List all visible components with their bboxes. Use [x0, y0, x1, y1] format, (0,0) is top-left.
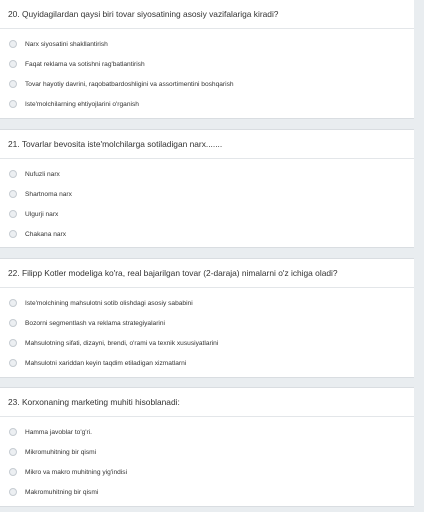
answer-label: Ulgurji narx: [25, 211, 59, 218]
answer-label: Hamma javoblar to'g'ri.: [25, 429, 93, 436]
radio-button[interactable]: [9, 339, 17, 347]
answer-option[interactable]: [0, 35, 414, 55]
question-divider: [0, 416, 414, 417]
question-divider: [0, 28, 414, 29]
answer-label: Iste'molchining mahsulotni sotib olishdagi asosiy sababini: [25, 300, 193, 307]
answer-label: Narx siyosatini shakllantirish: [25, 41, 108, 48]
answer-option[interactable]: [0, 463, 414, 483]
answer-option[interactable]: [0, 294, 414, 314]
radio-button[interactable]: [9, 230, 17, 238]
answer-label: Chakana narx: [25, 231, 67, 238]
radio-button[interactable]: [9, 299, 17, 307]
radio-button[interactable]: [9, 210, 17, 218]
answer-option[interactable]: [0, 205, 414, 225]
answer-option[interactable]: [0, 334, 414, 354]
radio-button[interactable]: [9, 40, 17, 48]
answer-label: Mikro va makro muhitning yig'indisi: [25, 469, 128, 476]
question-divider: [0, 287, 414, 288]
answer-option[interactable]: [0, 443, 414, 463]
answer-label: Iste'molchilarning ehtiyojlarini o'rganish: [25, 101, 139, 108]
radio-button[interactable]: [9, 448, 17, 456]
answer-label: Makromuhitning bir qismi: [25, 489, 99, 496]
question-title: 20. Quyidagilardan qaysi biri tovar siyosatining asosiy vazifalariga kiradi?: [8, 9, 279, 19]
radio-button[interactable]: [9, 100, 17, 108]
question-card-23: [0, 387, 414, 507]
question-title: 23. Korxonaning marketing muhiti hisoblanadi:: [8, 397, 180, 407]
answer-label: Bozorni segmentlash va reklama strategiyalarini: [25, 320, 165, 327]
radio-button[interactable]: [9, 488, 17, 496]
answer-label: Shartnoma narx: [25, 191, 72, 198]
radio-button[interactable]: [9, 428, 17, 436]
question-card-20: [0, 0, 414, 119]
radio-button[interactable]: [9, 319, 17, 327]
answer-option[interactable]: [0, 354, 414, 374]
answer-option[interactable]: [0, 423, 414, 443]
radio-button[interactable]: [9, 80, 17, 88]
answer-options: [0, 423, 414, 503]
answer-option[interactable]: [0, 185, 414, 205]
answer-option[interactable]: [0, 165, 414, 185]
answer-option[interactable]: [0, 225, 414, 245]
radio-button[interactable]: [9, 359, 17, 367]
answer-option[interactable]: [0, 483, 414, 503]
answer-options: [0, 165, 414, 245]
radio-button[interactable]: [9, 468, 17, 476]
answer-options: [0, 294, 414, 374]
answer-options: [0, 35, 414, 115]
answer-label: Tovar hayotiy davrini, raqobatbardoshligini va assortimentini boshqarish: [25, 81, 234, 88]
answer-label: Nufuzli narx: [25, 171, 60, 178]
radio-button[interactable]: [9, 60, 17, 68]
answer-option[interactable]: [0, 314, 414, 334]
answer-option[interactable]: [0, 95, 414, 115]
question-card-22: [0, 258, 414, 378]
radio-button[interactable]: [9, 190, 17, 198]
question-card-21: [0, 129, 414, 248]
radio-button[interactable]: [9, 170, 17, 178]
answer-label: Mahsulotning sifati, dizayni, brendi, o'rami va texnik xususiyatlarini: [25, 340, 219, 347]
question-title: 22. Filipp Kotler modeliga ko'ra, real bajarilgan tovar (2-daraja) nimalarni o'z ichiga oladi?: [8, 268, 338, 278]
answer-option[interactable]: [0, 55, 414, 75]
answer-label: Mahsulotni xariddan keyin taqdim etiladigan xizmatlarni: [25, 360, 187, 367]
answer-label: Faqat reklama va sotishni rag'batlantirish: [25, 61, 145, 68]
answer-label: Mikromuhitning bir qismi: [25, 449, 97, 456]
question-title: 21. Tovarlar bevosita iste'molchilarga sotiladigan narx.......: [8, 139, 223, 149]
question-divider: [0, 158, 414, 159]
answer-option[interactable]: [0, 75, 414, 95]
